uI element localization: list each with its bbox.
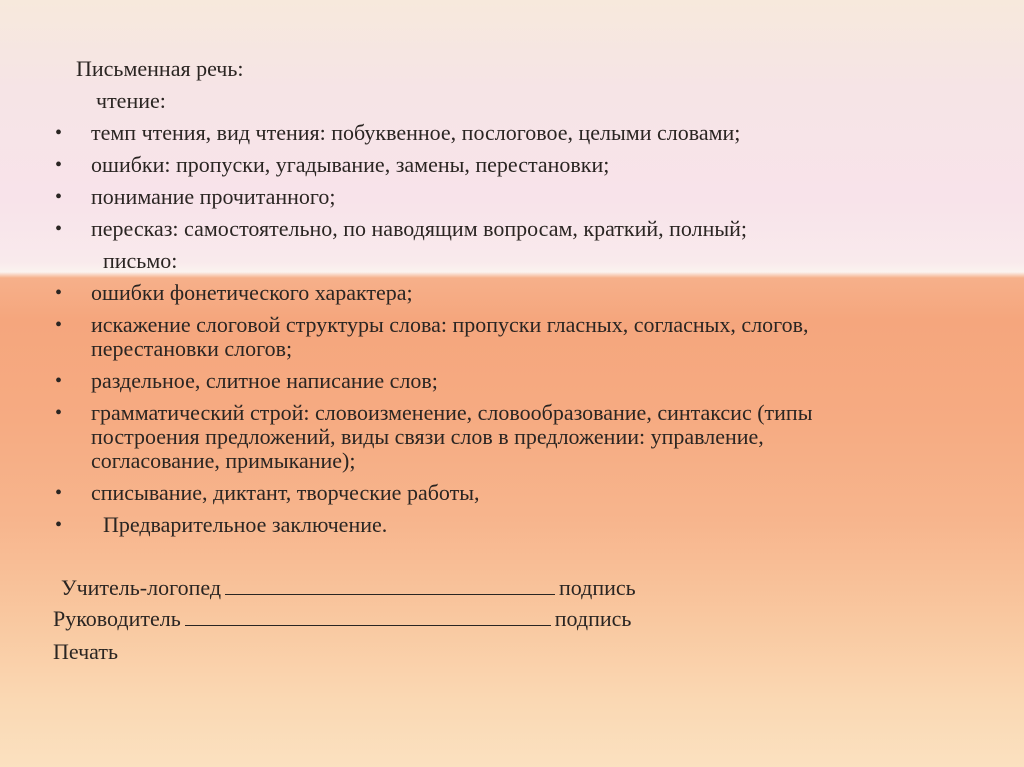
reading-item: пересказ: самостоятельно, по наводящим вопросам, краткий, полный; [91,216,748,241]
bullet: • [55,514,63,536]
writing-item-line: грамматический строй: словоизменение, словообразование, синтаксис (типы [91,400,813,425]
signature-line [225,576,555,595]
bullet: • [55,218,63,240]
bullet: • [55,122,63,144]
writing-item-line: построения предложений, виды связи слов в предложении: управление, [91,424,764,449]
writing-label: письмо: [103,248,178,273]
reading-label: чтение: [96,88,166,113]
writing-item: списывание, диктант, творческие работы, [91,480,480,505]
bullet: • [55,186,63,208]
head-signature-row [53,607,631,631]
bullet: • [55,370,63,392]
writing-item-line: искажение слоговой структуры слова: пропуски гласных, согласных, слогов, [91,312,809,337]
bullet: • [55,154,63,176]
seal-label: Печать [53,639,119,664]
writing-item-line: перестановки слогов; [91,336,293,361]
signature-line [185,607,551,626]
writing-item: ошибки фонетического характера; [91,280,413,305]
head-sign-label: подпись [554,606,632,631]
teacher-signature-row [61,576,636,600]
teacher-sign-label: подпись [559,575,636,600]
bullet: • [55,314,63,336]
head-label: Руководитель [53,606,181,631]
teacher-label: Учитель-логопед [61,575,222,600]
conclusion: Предварительное заключение. [103,512,388,537]
writing-item: раздельное, слитное написание слов; [91,368,438,393]
reading-item: темп чтения, вид чтения: побуквенное, послоговое, целыми словами; [91,120,741,145]
heading: Письменная речь: [76,56,244,81]
bullet: • [55,482,63,504]
bullet: • [55,402,63,424]
bullet: • [55,282,63,304]
reading-item: понимание прочитанного; [91,184,336,209]
writing-item-line: согласование, примыкание); [91,448,356,473]
reading-item: ошибки: пропуски, угадывание, замены, перестановки; [91,152,610,177]
